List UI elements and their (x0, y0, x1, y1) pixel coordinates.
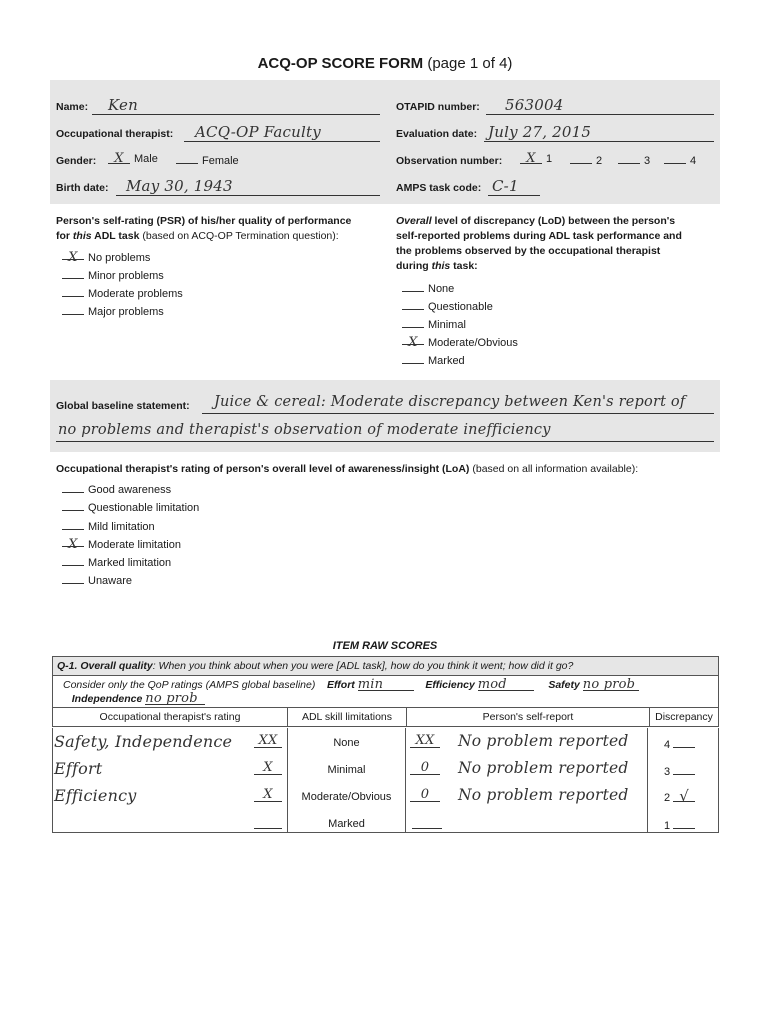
loa-heading: Occupational therapist's rating of person's overall level of awareness/insight (LoA) (based on all information available): (56, 463, 639, 475)
ot-rating-mark[interactable] (254, 814, 282, 829)
self-report-mark[interactable]: XX (410, 733, 440, 748)
loa-option[interactable]: Marked limitation (62, 554, 199, 572)
observation-2-option[interactable]: 2 (570, 153, 602, 167)
lod-option[interactable]: None (402, 280, 518, 298)
lod-heading: Overall level of discrepancy (LoD) between the person's self-reported problems during ADL task performance and the problems observed by the occupational therapist during this task: (396, 215, 682, 272)
ot-rating-mark[interactable]: X (254, 787, 282, 802)
col-ot-rating: Occupational therapist's rating (53, 708, 288, 727)
therapist-label: Occupational therapist: (56, 128, 174, 140)
lod-options (402, 280, 518, 370)
adl-limitation: None (333, 737, 360, 749)
self-report-text: No problem reported (458, 732, 629, 750)
qop-ratings: Consider only the QoP ratings (AMPS global baseline) Effort min Efficiency mod Safety no prob Independence no prob (53, 676, 719, 708)
discrepancy-option[interactable]: 1 (664, 818, 699, 832)
eval-date-value: July 27, 2015 (488, 123, 592, 141)
loa-options (62, 481, 199, 591)
lod-option[interactable]: Minimal (402, 316, 518, 334)
discrepancy-option[interactable]: 3 (664, 764, 699, 778)
lod-option[interactable]: Questionable (402, 298, 518, 316)
amps-code-label: AMPS task code: (396, 182, 482, 194)
loa-option[interactable]: Unaware (62, 572, 199, 590)
birth-date-value: May 30, 1943 (126, 177, 233, 195)
name-value: Ken (108, 96, 138, 114)
global-baseline-label: Global baseline statement: (56, 400, 190, 412)
observation-4-option[interactable]: 4 (664, 153, 696, 167)
loa-option[interactable]: Questionable limitation (62, 499, 199, 517)
self-report-mark[interactable]: 0 (410, 760, 440, 775)
lod-option[interactable]: Marked (402, 352, 518, 370)
discrepancy-option[interactable]: 2 √ (664, 791, 699, 804)
psr-heading: Person's self-rating (PSR) of his/her quality of performance for this ADL task (based on ACQ-OP Termination question): (56, 215, 352, 242)
q1-question: Q-1. Overall quality: When you think about when you were [ADL task], how do you think it went; how did it go? (53, 657, 719, 676)
adl-limitation: Marked (328, 818, 365, 830)
ot-rating-label: Efficiency (54, 786, 137, 805)
global-baseline-text1: Juice & cereal: Moderate discrepancy between Ken's report of (214, 394, 686, 410)
observation-4-check (664, 153, 686, 164)
adl-limitation: Minimal (327, 764, 366, 776)
psr-option[interactable]: Moderate problems (62, 285, 183, 303)
observation-label: Observation number: (396, 155, 503, 167)
col-divider (647, 728, 648, 833)
ot-rating-label: Effort (54, 759, 103, 778)
col-self-report: Person's self-report (407, 708, 650, 727)
loa-option[interactable]: X Moderate limitation (62, 536, 199, 554)
gender-label: Gender: (56, 155, 97, 167)
psr-option[interactable]: X No problems (62, 249, 183, 267)
item-raw-scores-title: ITEM RAW SCORES (332, 640, 438, 652)
self-report-text: No problem reported (458, 786, 629, 804)
otapid-value: 563004 (505, 96, 564, 114)
ot-rating-mark[interactable]: XX (254, 733, 282, 748)
discrepancy-option[interactable]: 4 (664, 737, 699, 751)
observation-2-check (570, 153, 592, 164)
gender-male-option[interactable]: X Male (108, 153, 158, 165)
observation-3-option[interactable]: 3 (618, 153, 650, 167)
self-report-mark[interactable] (412, 814, 442, 829)
observation-3-check (618, 153, 640, 164)
observation-1-option[interactable]: X 1 (520, 153, 552, 165)
item-raw-scores-table (52, 656, 719, 727)
page-title: ACQ-OP SCORE FORM (page 1 of 4) (257, 55, 513, 72)
adl-limitation: Moderate/Obvious (301, 791, 392, 803)
col-divider (405, 728, 406, 833)
observation-1-check: X (520, 153, 542, 164)
loa-option[interactable]: Mild limitation (62, 518, 199, 536)
col-discrepancy: Discrepancy (650, 708, 719, 727)
self-report-mark[interactable]: 0 (410, 787, 440, 802)
gender-male-check: X (108, 153, 130, 164)
loa-option[interactable]: Good awareness (62, 481, 199, 499)
lod-option[interactable]: X Moderate/Obvious (402, 334, 518, 352)
ot-rating-mark[interactable]: X (254, 760, 282, 775)
ot-rating-label: Safety, Independence (54, 732, 233, 751)
self-report-text: No problem reported (458, 759, 629, 777)
birth-date-label: Birth date: (56, 182, 109, 194)
col-adl-limitations: ADL skill limitations (288, 708, 407, 727)
global-baseline-text2: no problems and therapist's observation of moderate inefficiency (58, 422, 551, 438)
otapid-label: OTAPID number: (396, 101, 480, 113)
name-label: Name: (56, 101, 89, 113)
psr-option[interactable]: Minor problems (62, 267, 183, 285)
psr-option[interactable]: Major problems (62, 303, 183, 321)
psr-options (62, 249, 183, 321)
amps-code-value: C-1 (492, 177, 519, 195)
therapist-value: ACQ-OP Faculty (195, 123, 321, 141)
eval-date-label: Evaluation date: (396, 128, 478, 140)
gender-female-option[interactable]: Female (176, 153, 239, 167)
gender-female-check (176, 153, 198, 164)
